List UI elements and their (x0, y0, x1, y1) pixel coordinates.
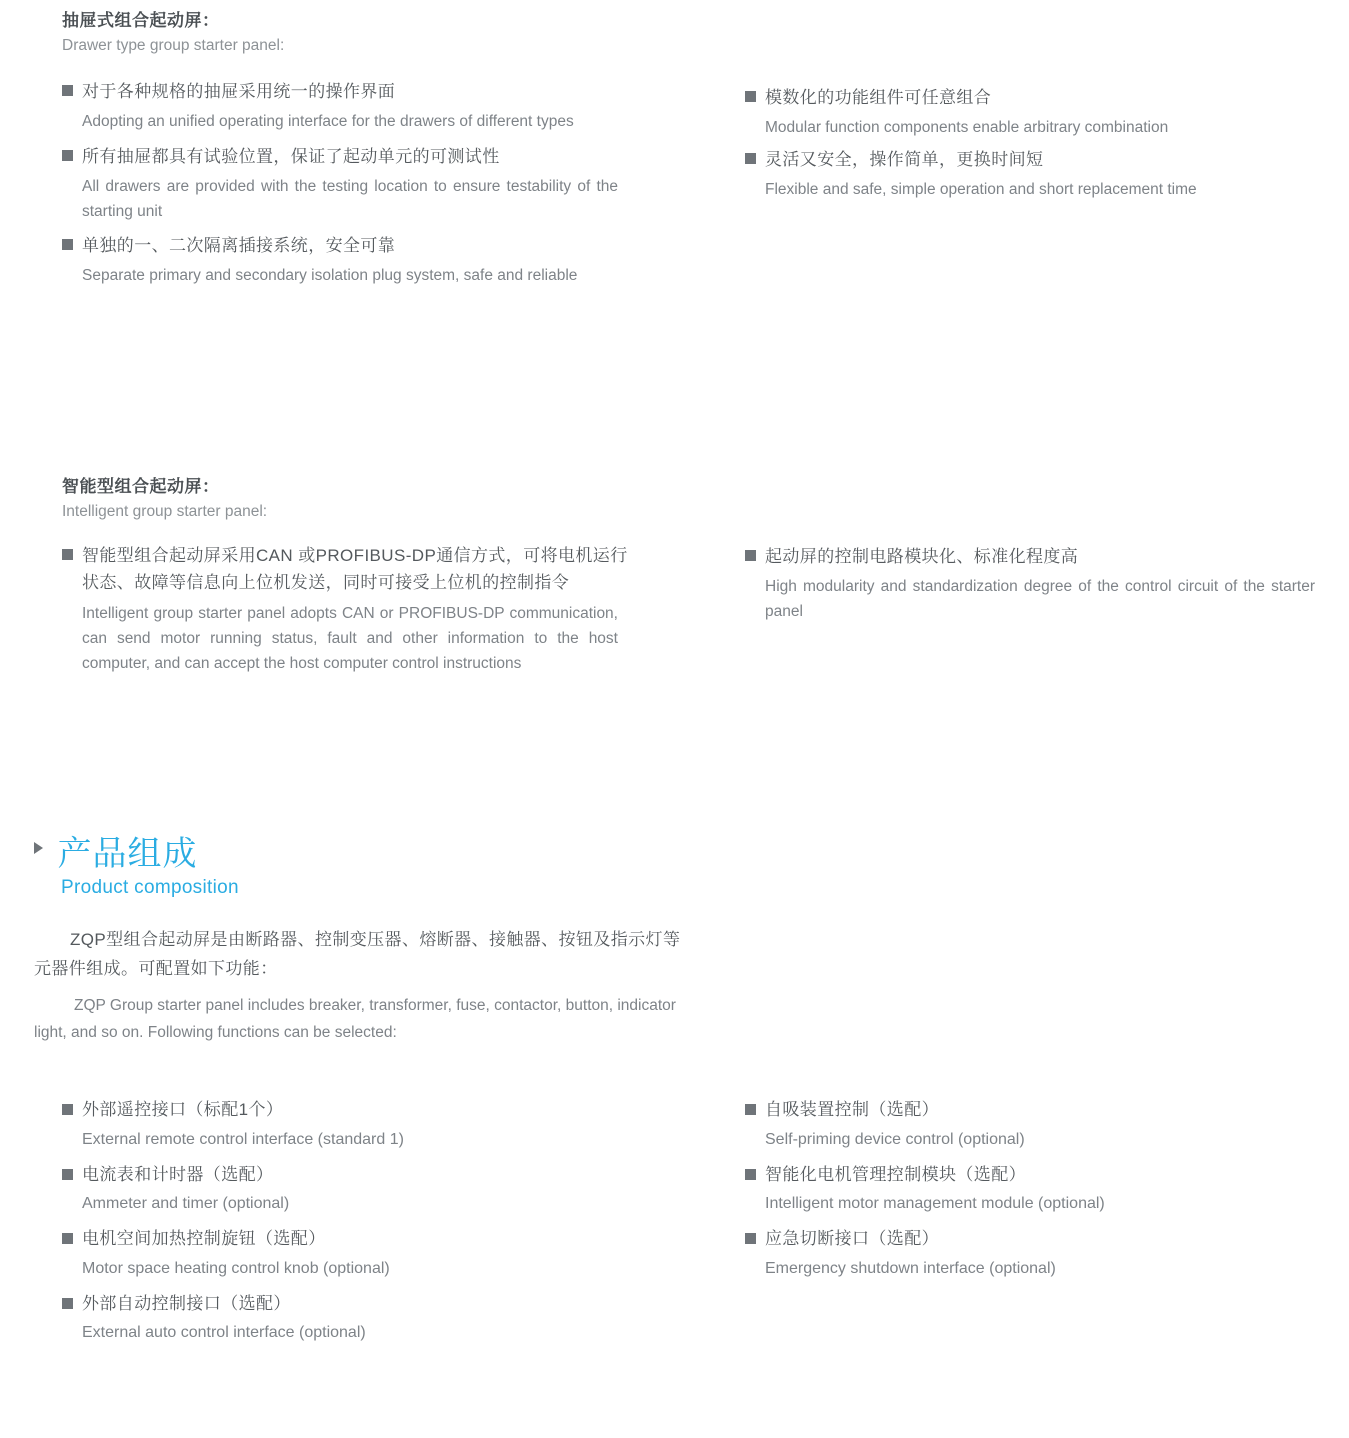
intelligent-type-cn-heading: 智能型组合起动屏： (62, 477, 220, 496)
drawer-type-cn-heading: 抽屉式组合起动屏： (62, 11, 220, 30)
square-bullet-icon (62, 1169, 73, 1180)
list-item (62, 232, 637, 288)
list-item-cn: 自吸装置控制（选配） (765, 1100, 939, 1119)
paragraph-en-line2: light, and so on. Following functions can be selected: (34, 1024, 397, 1042)
intelligent-type-en-heading: Intelligent group starter panel: (62, 502, 268, 520)
drawer-type-left-column (62, 8, 637, 288)
square-bullet-icon (745, 1233, 756, 1244)
square-bullet-icon (62, 1298, 73, 1309)
list-item-cn: 智能型组合起动屏采用CAN 或PROFIBUS-DP通信方式，可将电机运行状态、故障等信息向上位机发送，同时可接受上位机的控制指令 (82, 546, 628, 593)
square-bullet-icon (745, 1169, 756, 1180)
list-item-cn: 智能化电机管理控制模块（选配） (765, 1164, 1026, 1184)
composition-right-column (745, 1097, 1310, 1281)
list-item-en: External auto control interface (optional) (82, 1324, 366, 1341)
list-item (62, 143, 637, 224)
paragraph-cn-line1: ZQP型组合起动屏是由断路器、控制变压器、熔断器、接触器、按钮及指示灯等 (70, 930, 681, 949)
square-bullet-icon (745, 91, 756, 102)
list-item-en: Ammeter and timer (optional) (82, 1195, 290, 1212)
square-bullet-icon (62, 1104, 73, 1115)
list-item-cn: 单独的一、二次隔离插接系统，安全可靠 (82, 236, 396, 255)
list-item-en: Flexible and safe, simple operation and short replacement time (765, 181, 1197, 199)
list-item-en: Adopting an unified operating interface for the drawers of different types (82, 113, 574, 131)
intelligent-type-right-column (745, 543, 1315, 624)
list-item (62, 1162, 637, 1217)
paragraph-cn-line2: 元器件组成。可配置如下功能： (34, 959, 278, 979)
list-item-en: Separate primary and secondary isolation plug system, safe and reliable (82, 267, 578, 285)
list-item-en: Intelligent group starter panel adopts CAN or PROFIBUS-DP communication, can send motor running status, fault and other information to the host computer, and can accept the host computer control instructions (82, 604, 618, 672)
square-bullet-icon (62, 85, 73, 96)
list-item (62, 1097, 637, 1152)
list-item-en: Motor space heating control knob (optional) (82, 1259, 390, 1277)
drawer-type-en-heading: Drawer type group starter panel: (62, 36, 285, 54)
list-item (62, 1291, 637, 1346)
section-header-product-composition (34, 826, 734, 899)
list-item-en: Intelligent motor management module (optional) (765, 1195, 1105, 1212)
square-bullet-icon (745, 1104, 756, 1115)
list-item-cn: 模数化的功能组件可任意组合 (765, 88, 992, 107)
list-item-cn: 起动屏的控制电路模块化、标准化程度高 (765, 547, 1079, 566)
section-title-cn: 产品组成 (57, 835, 198, 873)
square-bullet-icon (745, 550, 756, 561)
square-bullet-icon (62, 239, 73, 250)
list-item-en: Modular function components enable arbitrary combination (765, 119, 1169, 137)
square-bullet-icon (62, 1233, 73, 1244)
list-item (745, 543, 1315, 624)
list-item-en: All drawers are provided with the testing location to ensure testability of the starting unit (82, 177, 618, 220)
list-item-cn: 所有抽屉都具有试验位置，保证了起动单元的可测试性 (82, 146, 500, 166)
list-item-cn: 外部自动控制接口（选配） (82, 1293, 291, 1313)
drawer-type-right-column (745, 84, 1310, 203)
square-bullet-icon (745, 153, 756, 164)
square-bullet-icon (62, 549, 73, 560)
list-item (62, 542, 637, 676)
composition-left-column (62, 1097, 637, 1345)
list-item-en: High modularity and standardization degree of the control circuit of the starter panel (765, 578, 1315, 621)
list-item-cn: 对于各种规格的抽屉采用统一的操作界面 (82, 82, 396, 102)
section-title-en: Product composition (61, 877, 239, 898)
list-item (745, 84, 1310, 140)
list-item-cn: 电流表和计时器（选配） (82, 1164, 274, 1184)
list-item (745, 1097, 1310, 1152)
intelligent-type-left-column (62, 474, 637, 676)
list-item-en: External remote control interface (standard 1) (82, 1130, 404, 1148)
list-item-cn: 电机空间加热控制旋钮（选配） (82, 1229, 326, 1248)
list-item (745, 1162, 1310, 1217)
triangle-arrow-icon (34, 842, 43, 854)
product-composition-paragraph (34, 925, 914, 1047)
list-item-cn: 灵活又安全，操作简单，更换时间短 (765, 150, 1044, 170)
list-item-cn: 应急切断接口（选配） (765, 1229, 939, 1248)
list-item-cn: 外部遥控接口（标配1个） (82, 1100, 284, 1119)
list-item-en: Emergency shutdown interface (optional) (765, 1259, 1056, 1277)
list-item (745, 1226, 1310, 1281)
list-item (745, 146, 1310, 202)
list-item-en: Self-priming device control (optional) (765, 1130, 1025, 1148)
list-item (62, 78, 637, 134)
list-item (62, 1226, 637, 1281)
paragraph-en-line1: ZQP Group starter panel includes breaker, transformer, fuse, contactor, button, indicator (74, 997, 676, 1015)
